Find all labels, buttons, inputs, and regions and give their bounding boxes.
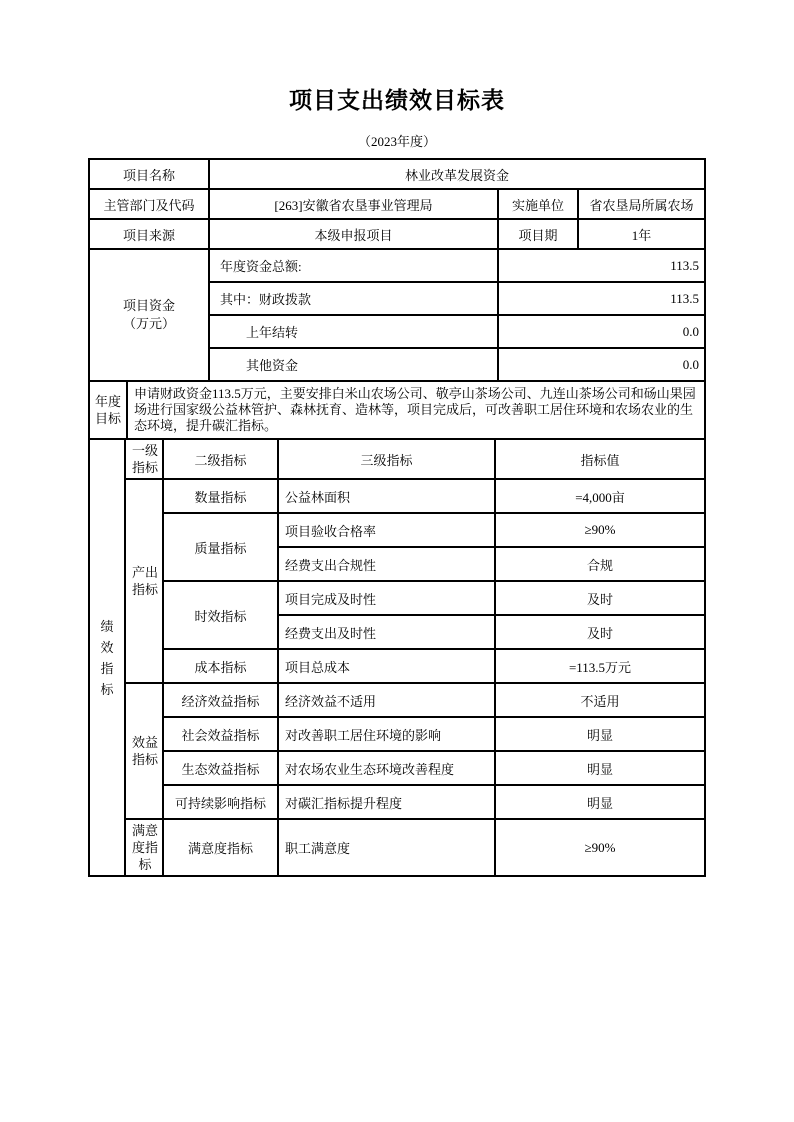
level2-cell: 生态效益指标 [163, 751, 278, 785]
level3-cell: 项目总成本 [278, 649, 495, 683]
period-label: 项目期 [498, 219, 578, 249]
period-value: 1年 [578, 219, 705, 249]
level1-benefit-cell: 效益指标 [125, 683, 163, 819]
funding-total-label: 年度资金总额: [209, 249, 498, 282]
annual-goal-label: 年度目标 [89, 381, 127, 439]
value-cell: =4,000亩 [495, 479, 705, 513]
performance-side-label: 绩效指标 [89, 439, 125, 876]
funding-carryover-label: 上年结转 [209, 315, 498, 348]
indicator-row [89, 479, 705, 513]
level2-cell: 数量指标 [163, 479, 278, 513]
header-level2: 二级指标 [163, 439, 278, 479]
value-cell: 明显 [495, 785, 705, 819]
impl-unit-label: 实施单位 [498, 189, 578, 219]
level2-cell: 质量指标 [163, 513, 278, 581]
funding-other-label: 其他资金 [209, 348, 498, 381]
annual-goal-table [88, 380, 706, 440]
level2-cell: 满意度指标 [163, 819, 278, 876]
level3-cell: 经济效益不适用 [278, 683, 495, 717]
value-cell: 及时 [495, 581, 705, 615]
dept-value: [263]安徽省农垦事业管理局 [209, 189, 498, 219]
level1-output-cell: 产出指标 [125, 479, 163, 683]
level2-cell: 时效指标 [163, 581, 278, 649]
value-cell: 明显 [495, 717, 705, 751]
header-level3: 三级指标 [278, 439, 495, 479]
value-cell: 明显 [495, 751, 705, 785]
indicator-row [89, 717, 705, 751]
funding-label-line1: 项目资金 [122, 298, 175, 313]
funding-section-label [89, 249, 209, 381]
value-cell: 合规 [495, 547, 705, 581]
funding-fiscal-value: 113.5 [498, 282, 705, 315]
header-value: 指标值 [495, 439, 705, 479]
impl-unit-value: 省农垦局所属农场 [578, 189, 705, 219]
funding-label-line2: （万元） [122, 316, 175, 331]
page-title: 项目支出绩效目标表 [289, 88, 505, 113]
level1-satisfaction-cell: 满意度指标 [125, 819, 163, 876]
level2-cell: 可持续影响指标 [163, 785, 278, 819]
indicator-row [89, 513, 705, 547]
indicator-row [89, 751, 705, 785]
level3-cell: 经费支出及时性 [278, 615, 495, 649]
project-name-label: 项目名称 [89, 159, 209, 189]
project-name-value: 林业改革发展资金 [209, 159, 705, 189]
funding-total-value: 113.5 [498, 249, 705, 282]
basic-info-table [88, 158, 706, 382]
level2-cell: 社会效益指标 [163, 717, 278, 751]
dept-row [89, 189, 705, 219]
value-cell: ≥90% [495, 513, 705, 547]
level3-cell: 对碳汇指标提升程度 [278, 785, 495, 819]
level3-cell: 项目验收合格率 [278, 513, 495, 547]
indicator-row [89, 819, 705, 876]
value-cell: 及时 [495, 615, 705, 649]
indicator-row [89, 785, 705, 819]
level3-cell: 对农场农业生态环境改善程度 [278, 751, 495, 785]
level2-cell: 成本指标 [163, 649, 278, 683]
annual-goal-row [89, 381, 705, 439]
level3-cell: 职工满意度 [278, 819, 495, 876]
indicator-row [89, 683, 705, 717]
source-value: 本级申报项目 [209, 219, 498, 249]
value-cell: 不适用 [495, 683, 705, 717]
indicators-header-row [89, 439, 705, 479]
page-subtitle: （2023年度） [357, 134, 436, 149]
level2-cell: 经济效益指标 [163, 683, 278, 717]
funding-row-total [89, 249, 705, 282]
level3-cell: 经费支出合规性 [278, 547, 495, 581]
funding-other-value: 0.0 [498, 348, 705, 381]
value-cell: ≥90% [495, 819, 705, 876]
level3-cell: 项目完成及时性 [278, 581, 495, 615]
indicators-table [88, 438, 706, 877]
funding-fiscal-label: 其中：财政拨款 [209, 282, 498, 315]
source-row [89, 219, 705, 249]
indicator-row [89, 581, 705, 615]
level3-cell: 对改善职工居住环境的影响 [278, 717, 495, 751]
annual-goal-text: 申请财政资金113.5万元，主要安排白米山农场公司、敬亭山茶场公司、九连山茶场公司和砀山果园场进行国家级公益林管护、森林抚育、造林等，项目完成后，可改善职工居住环境和农场农业的生态环境，提升碳汇指标。 [127, 381, 705, 439]
source-label: 项目来源 [89, 219, 209, 249]
dept-label: 主管部门及代码 [89, 189, 209, 219]
header-level1: 一级指标 [125, 439, 163, 479]
indicator-row [89, 649, 705, 683]
funding-carryover-value: 0.0 [498, 315, 705, 348]
level3-cell: 公益林面积 [278, 479, 495, 513]
project-name-row [89, 159, 705, 189]
value-cell: =113.5万元 [495, 649, 705, 683]
